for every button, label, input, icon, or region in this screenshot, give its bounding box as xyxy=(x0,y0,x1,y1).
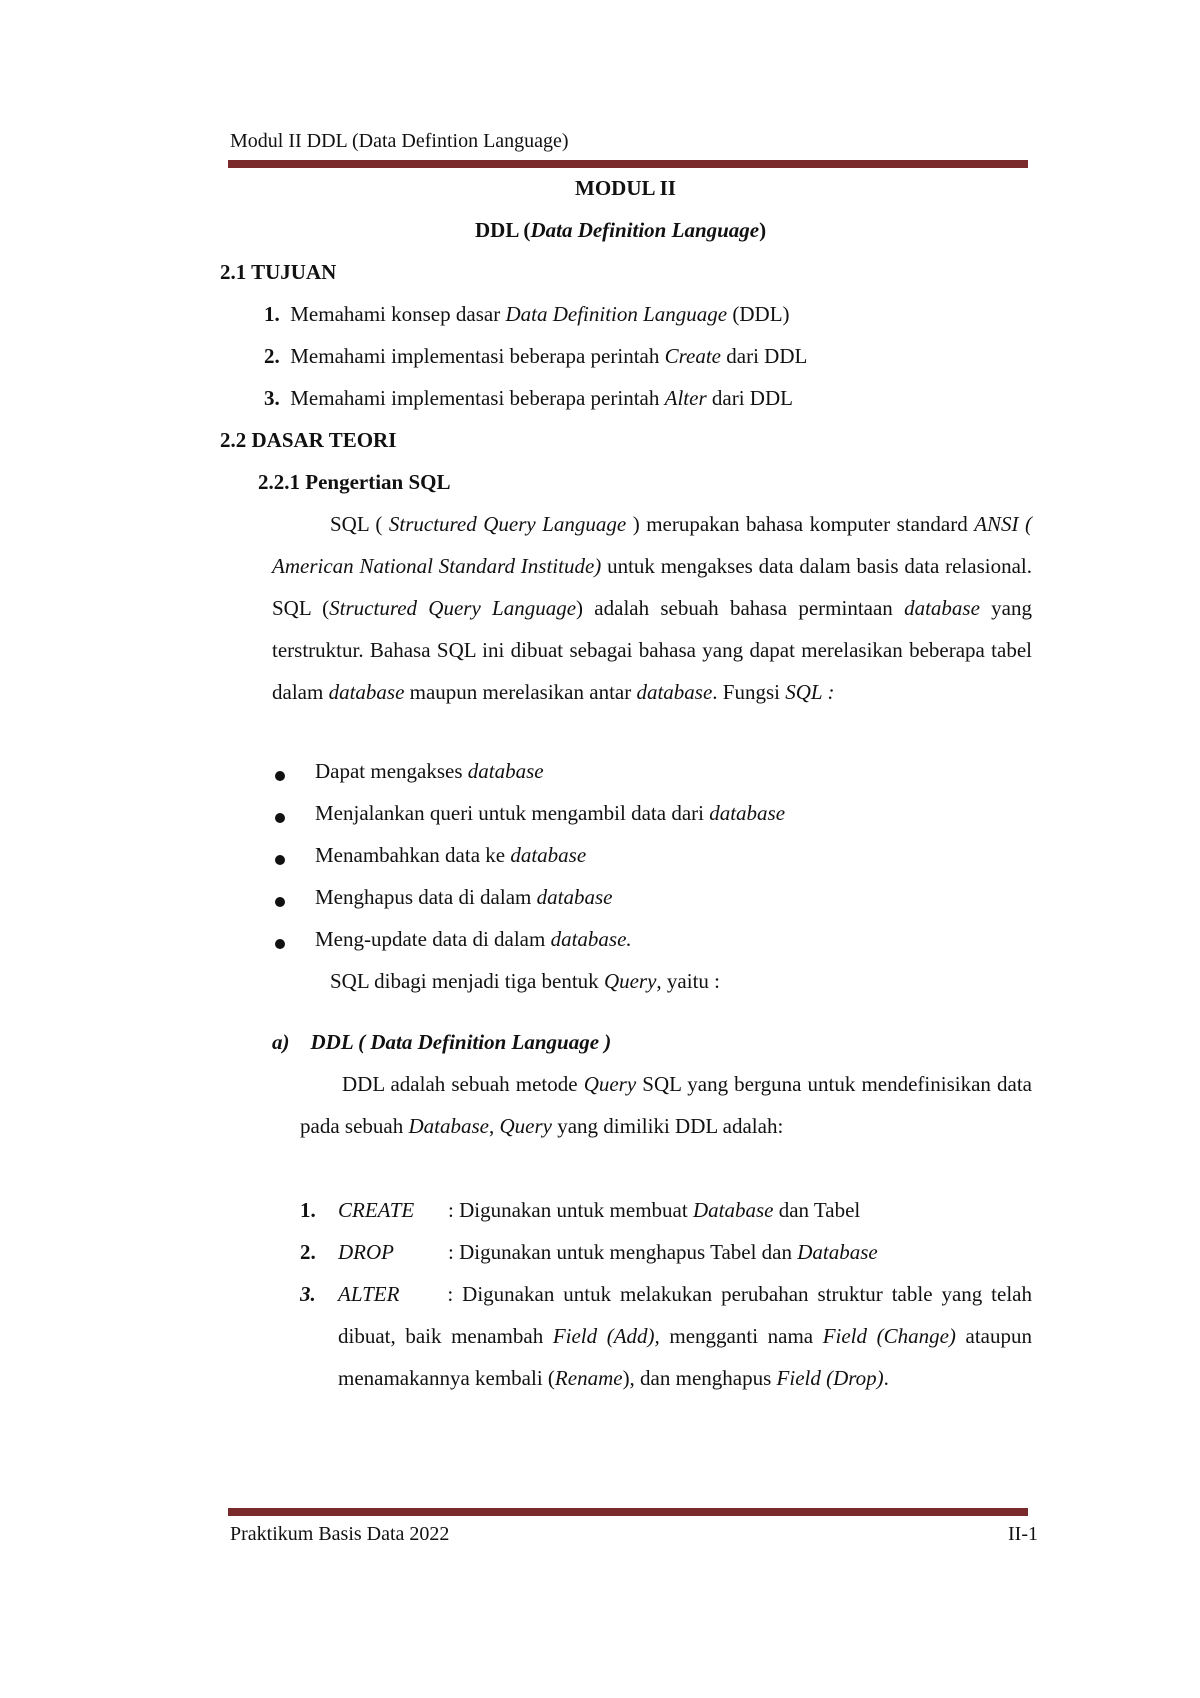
bullet-item: Menghapus data di dalam database xyxy=(315,885,613,909)
ddl-item-alter: ALTER : Digunakan untuk melakukan perubahan struktur table yang telah dibuat, baik menambah Field (Add), mengganti nama Field (Change) ataupun menamakannya kembali (Rename), dan menghapus Field (Drop). xyxy=(338,1282,1033,1390)
module-title: MODUL II xyxy=(575,176,676,200)
footer-course: Praktikum Basis Data 2022 xyxy=(230,1523,450,1545)
footer-rule xyxy=(228,1508,1028,1516)
ddl-item-number: 2. xyxy=(300,1240,316,1264)
tujuan-item: 3. Memahami implementasi beberapa perintah Alter dari DDL xyxy=(264,386,793,410)
section-heading-teori: 2.2 DASAR TEORI xyxy=(220,428,397,452)
bullet-dot xyxy=(275,897,285,907)
tujuan-item: 1. Memahami konsep dasar Data Definition Language (DDL) xyxy=(264,302,790,326)
ddl-item-number: 1. xyxy=(300,1198,316,1222)
ddl-paragraph: DDL adalah sebuah metode Query SQL yang berguna untuk mendefinisikan data pada sebuah Database, Query yang dimiliki DDL adalah: xyxy=(300,1072,1032,1138)
bullet-item: Meng-update data di dalam database. xyxy=(315,927,632,951)
bullet-dot xyxy=(275,855,285,865)
bullet-dot xyxy=(275,939,285,949)
ddl-item-number: 3. xyxy=(300,1282,316,1306)
bullet-item: Dapat mengakses database xyxy=(315,759,544,783)
ddl-item-desc: : Digunakan untuk menghapus Tabel dan Database xyxy=(448,1240,878,1264)
ddl-item-desc: : Digunakan untuk membuat Database dan Tabel xyxy=(448,1198,861,1222)
bullet-item: Menjalankan queri untuk mengambil data dari database xyxy=(315,801,786,825)
tujuan-item: 2. Memahami implementasi beberapa perintah Create dari DDL xyxy=(264,344,808,368)
running-header: Modul II DDL (Data Defintion Language) xyxy=(230,130,569,152)
section-heading-tujuan: 2.1 TUJUAN xyxy=(220,260,337,284)
ddl-item-command: CREATE xyxy=(338,1198,415,1222)
module-subtitle: DDL (Data Definition Language) xyxy=(475,218,767,242)
bullet-item: Menambahkan data ke database xyxy=(315,843,587,867)
header-rule xyxy=(228,160,1028,168)
subsection-heading-sql: 2.2.1 Pengertian SQL xyxy=(258,470,451,494)
sql-paragraph: SQL ( Structured Query Language ) merupakan bahasa komputer standard ANSI ( American National Standard Institude) untuk mengakses data dalam basis data relasional. SQL (Structured Query Language) adalah sebuah bahasa permintaan database yang terstruktur. Bahasa SQL ini dibuat sebagai bahasa yang dapat merelasikan beberapa tabel dalam database maupun merelasikan antar database. Fungsi SQL : xyxy=(272,512,1033,704)
page-number: II-1 xyxy=(1008,1523,1038,1545)
query-intro: SQL dibagi menjadi tiga bentuk Query, yaitu : xyxy=(330,969,720,993)
bullet-dot xyxy=(275,813,285,823)
bullet-dot xyxy=(275,771,285,781)
ddl-heading: a) DDL ( Data Definition Language ) xyxy=(272,1030,612,1054)
ddl-item-command: DROP xyxy=(338,1240,394,1264)
